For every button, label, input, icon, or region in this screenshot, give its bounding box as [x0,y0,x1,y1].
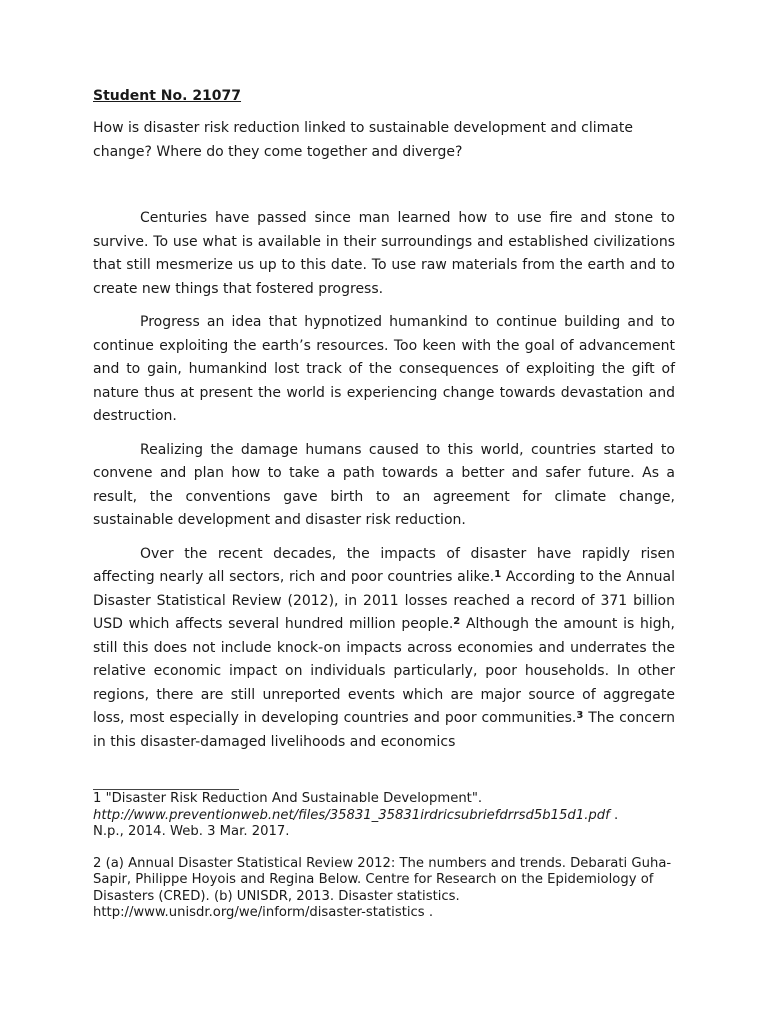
footnote-ref-1[interactable]: 1 [494,569,502,580]
student-number: Student No. 21077 [93,88,242,104]
paragraph-4-part-c: Although the amount is high, still this does not include knock-on impacts across economies and underrates the relative economic impact on individuals particularly, poor households. In other regions, there are still unreported events which are major source of aggregate loss, most especially in developing countries and poor communities. [93,616,675,726]
document-body [93,86,675,764]
paragraph-1: Centuries have passed since man learned how to use fire and stone to survive. To use what is available in their surroundings and established civilizations that still mesmerize us up to this date. To use raw materials from the earth and to create new things that fostered progress. [93,210,675,297]
paragraph-2: Progress an idea that hypnotized humankind to continue building and to continue exploiting the earth’s resources. Too keen with the goal of advancement and to gain, humankind lost track of the consequences of exploiting the gift of nature thus at present the world is experiencing change towards devastation and destruction. [93,314,675,424]
footnote-1-title: 1 "Disaster Risk Reduction And Sustainable Development". [93,791,483,806]
footnote-ref-3[interactable]: 3 [576,710,584,721]
footnote-ref-2[interactable]: 2 [453,616,461,627]
paragraph-4-part-b: According to the Annual Disaster Statistical Review (2012), in 2011 losses reached a record of 371 billion USD which affects several hundred million people. [93,569,675,632]
footnote-2: 2 (a) Annual Disaster Statistical Review 2012: The numbers and trends. Debarati Guha-Sapir, Philippe Hoyois and Regina Below. Centre for Research on the Epidemiology of Disasters (CRED). (b) UNISDR, 2013. Disaster statistics. http://www.unisdr.org/we/inform/disaster-statistics . [93,855,672,920]
footnote-1 [93,791,675,841]
footnote-1-url-line [93,808,675,825]
footnotes [93,791,675,937]
essay-question: How is disaster risk reduction linked to sustainable development and climate change? Where do they come together and diverge? [93,120,633,160]
footnote-separator [93,789,239,790]
paragraph-4-part-a: Over the recent decades, the impacts of disaster have rapidly risen affecting nearly all sectors, rich and poor countries alike. [93,545,675,585]
footnote-1-url[interactable]: http://www.preventionweb.net/files/35831_35831irdricsubriefdrrsd5b15d1.pdf [93,807,610,823]
paragraph-3: Realizing the damage humans caused to this world, countries started to convene and plan how to take a path towards a better and safer future. As a result, the conventions gave birth to an agreement for climate change, sustainable development and disaster risk reduction. [93,441,675,528]
paragraph-4 [93,543,675,755]
paragraph-4-part-d: The concern in this disaster-damaged livelihoods and economics [93,710,675,750]
footnote-1-citation: N.p., 2014. Web. 3 Mar. 2017. [93,824,290,839]
footnote-1-url-tail: . [609,807,619,823]
